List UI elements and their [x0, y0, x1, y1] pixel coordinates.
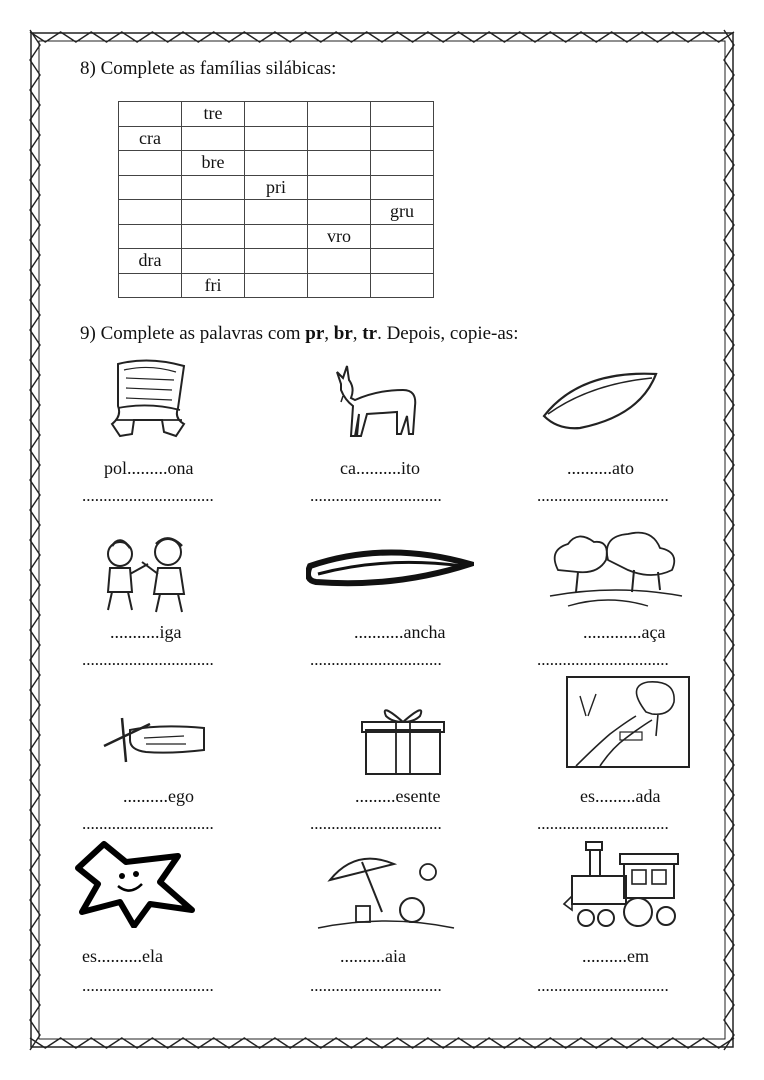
fill-in-word[interactable]: ...........iga: [110, 622, 182, 642]
grid-cell[interactable]: [371, 224, 434, 249]
grid-cell: fri: [182, 273, 245, 298]
grid-cell[interactable]: [245, 102, 308, 127]
grid-cell[interactable]: [119, 273, 182, 298]
fill-in-word[interactable]: .............aça: [583, 622, 666, 642]
grid-cell[interactable]: [182, 200, 245, 225]
q9-title-text: 9) Complete as palavras com: [80, 323, 306, 344]
grid-cell: vro: [308, 224, 371, 249]
park-square-icon: [548, 530, 684, 610]
fill-in-word[interactable]: ..........em: [582, 946, 649, 966]
grid-cell[interactable]: [371, 102, 434, 127]
grid-cell[interactable]: [182, 175, 245, 200]
grid-cell[interactable]: [371, 126, 434, 151]
grid-cell[interactable]: [119, 175, 182, 200]
fill-in-word[interactable]: ca..........ito: [340, 458, 420, 478]
grid-cell: tre: [182, 102, 245, 127]
grid-cell: pri: [245, 175, 308, 200]
question-8-title: 8) Complete as famílias silábicas:: [80, 58, 337, 79]
grid-cell[interactable]: [308, 175, 371, 200]
grid-cell[interactable]: [119, 200, 182, 225]
grid-row: [119, 249, 434, 274]
copy-answer-line[interactable]: ...............................: [537, 976, 669, 995]
grid-cell[interactable]: [119, 102, 182, 127]
q9-br: br: [333, 323, 353, 344]
grid-cell[interactable]: [245, 249, 308, 274]
train-icon: [562, 840, 686, 930]
armchair-icon: [104, 358, 194, 444]
goat-icon: [333, 360, 423, 442]
grid-cell[interactable]: [119, 151, 182, 176]
q9-title-end: . Depois, copie-as:: [377, 323, 519, 344]
grid-row: [119, 273, 434, 298]
grid-cell[interactable]: [308, 200, 371, 225]
q9-pr: pr: [305, 323, 325, 344]
fill-in-word[interactable]: es..........ela: [82, 946, 163, 966]
fill-in-word[interactable]: es.........ada: [580, 786, 661, 806]
grid-cell[interactable]: [308, 151, 371, 176]
grid-row: [119, 126, 434, 151]
grid-row: [119, 224, 434, 249]
grid-cell[interactable]: [371, 175, 434, 200]
gift-icon: [360, 702, 446, 778]
grid-cell[interactable]: [308, 273, 371, 298]
grid-row: [119, 175, 434, 200]
grid-cell[interactable]: [371, 249, 434, 274]
q9-sep: ,: [324, 323, 334, 344]
copy-answer-line[interactable]: ...............................: [82, 814, 214, 833]
grid-cell[interactable]: [308, 126, 371, 151]
grid-cell[interactable]: [119, 224, 182, 249]
copy-answer-line[interactable]: ...............................: [537, 486, 669, 505]
beach-icon: [316, 852, 456, 932]
road-icon: [566, 676, 690, 768]
grid-cell[interactable]: [245, 151, 308, 176]
fill-in-word[interactable]: ..........ato: [567, 458, 634, 478]
copy-answer-line[interactable]: ...............................: [310, 814, 442, 833]
grid-row: [119, 102, 434, 127]
grid-cell[interactable]: [245, 200, 308, 225]
copy-answer-line[interactable]: ...............................: [82, 486, 214, 505]
nail-hand-icon: [100, 710, 208, 766]
fill-in-word[interactable]: pol.........ona: [104, 458, 194, 478]
fill-in-word[interactable]: ...........ancha: [354, 622, 446, 642]
copy-answer-line[interactable]: ...............................: [82, 650, 214, 669]
fill-in-word[interactable]: .........esente: [355, 786, 441, 806]
grid-cell[interactable]: [308, 249, 371, 274]
kids-fighting-icon: [92, 534, 202, 614]
bowl-icon: [540, 362, 660, 432]
copy-answer-line[interactable]: ...............................: [310, 650, 442, 669]
fill-in-word[interactable]: ..........aia: [340, 946, 406, 966]
grid-cell[interactable]: [182, 224, 245, 249]
copy-answer-line[interactable]: ...............................: [310, 976, 442, 995]
question-9-title: [80, 323, 518, 345]
grid-cell: gru: [371, 200, 434, 225]
copy-answer-line[interactable]: ...............................: [537, 814, 669, 833]
grid-cell[interactable]: [245, 224, 308, 249]
copy-answer-line[interactable]: ...............................: [537, 650, 669, 669]
grid-row: [119, 151, 434, 176]
grid-cell[interactable]: [245, 273, 308, 298]
copy-answer-line[interactable]: ...............................: [310, 486, 442, 505]
grid-row: [119, 200, 434, 225]
grid-cell[interactable]: [182, 249, 245, 274]
grid-cell: dra: [119, 249, 182, 274]
board-icon: [306, 546, 474, 588]
grid-cell[interactable]: [371, 151, 434, 176]
syllable-grid: [118, 101, 434, 298]
q9-tr: tr: [362, 323, 378, 344]
grid-cell[interactable]: [182, 126, 245, 151]
grid-cell[interactable]: [308, 102, 371, 127]
copy-answer-line[interactable]: ...............................: [82, 976, 214, 995]
grid-cell[interactable]: [371, 273, 434, 298]
star-icon: [74, 840, 198, 928]
grid-cell[interactable]: [245, 126, 308, 151]
q9-sep: ,: [352, 323, 363, 344]
grid-cell: bre: [182, 151, 245, 176]
fill-in-word[interactable]: ..........ego: [123, 786, 194, 806]
grid-cell: cra: [119, 126, 182, 151]
